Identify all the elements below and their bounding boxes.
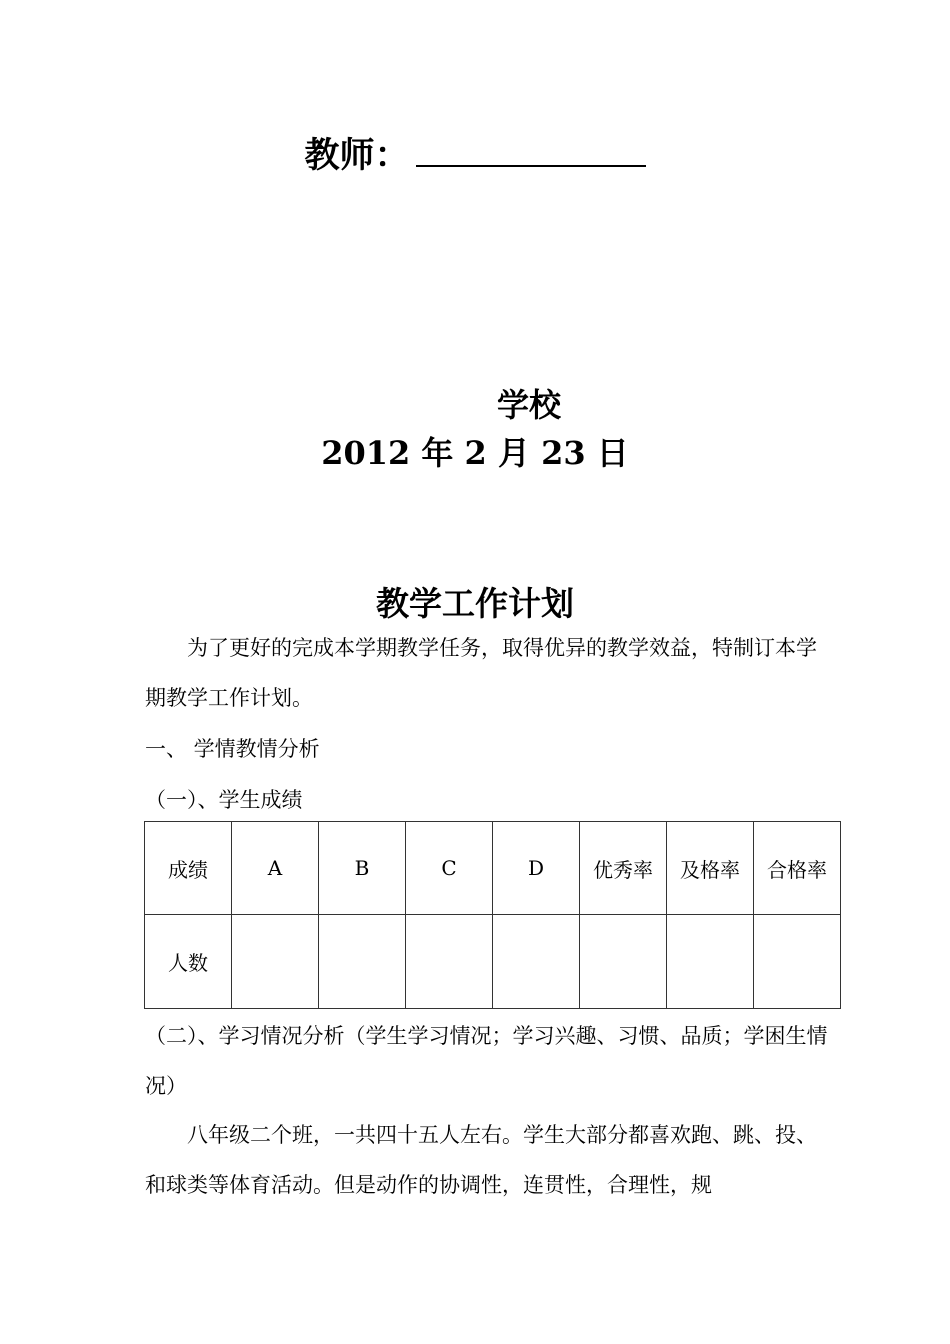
table-cell: [232, 915, 319, 1009]
header-cell-pass-rate: 及格率: [667, 822, 754, 915]
header-cell-score: 成绩: [145, 822, 232, 915]
header-cell-c: C: [406, 822, 493, 915]
section-1-sub-2-heading: （二）、学习情况分析（学生学习情况；学习兴趣、习惯、品质；学困生情况）: [145, 1024, 828, 1098]
score-table-header-row: [145, 822, 841, 915]
teacher-line: [0, 128, 950, 178]
table-cell: [580, 915, 667, 1009]
teacher-label: 教师：: [304, 135, 410, 176]
section-1-heading: 一、 学情教情分析: [145, 737, 320, 761]
body-paragraph: 八年级二个班，一共四十五人左右。学生大部分都喜欢跑、跳、投、和球类等体育活动。但是动作的协调性，连贯性，合理性，规: [145, 1123, 817, 1197]
header-cell-b: B: [319, 822, 406, 915]
section-1-sub-1-heading: （一）、学生成绩: [145, 788, 303, 812]
school-label: 学校: [497, 386, 562, 424]
header-cell-d: D: [493, 822, 580, 915]
table-cell: [754, 915, 841, 1009]
header-cell-qualified-rate: 合格率: [754, 822, 841, 915]
teacher-name-blank: [416, 129, 646, 167]
score-table: [144, 821, 841, 1009]
table-cell: [493, 915, 580, 1009]
score-table-count-row: [145, 915, 841, 1009]
table-cell: [667, 915, 754, 1009]
plan-title: 教学工作计划: [376, 584, 574, 623]
intro-paragraph: 为了更好的完成本学期教学任务，取得优异的教学效益，特制订本学期教学工作计划。: [145, 636, 817, 710]
table-cell: [319, 915, 406, 1009]
header-cell-excellent-rate: 优秀率: [580, 822, 667, 915]
header-cell-a: A: [232, 822, 319, 915]
table-cell: [406, 915, 493, 1009]
cover-date: 2012 年 2 月 23 日: [321, 434, 629, 472]
row-label-count: 人数: [145, 915, 232, 1009]
